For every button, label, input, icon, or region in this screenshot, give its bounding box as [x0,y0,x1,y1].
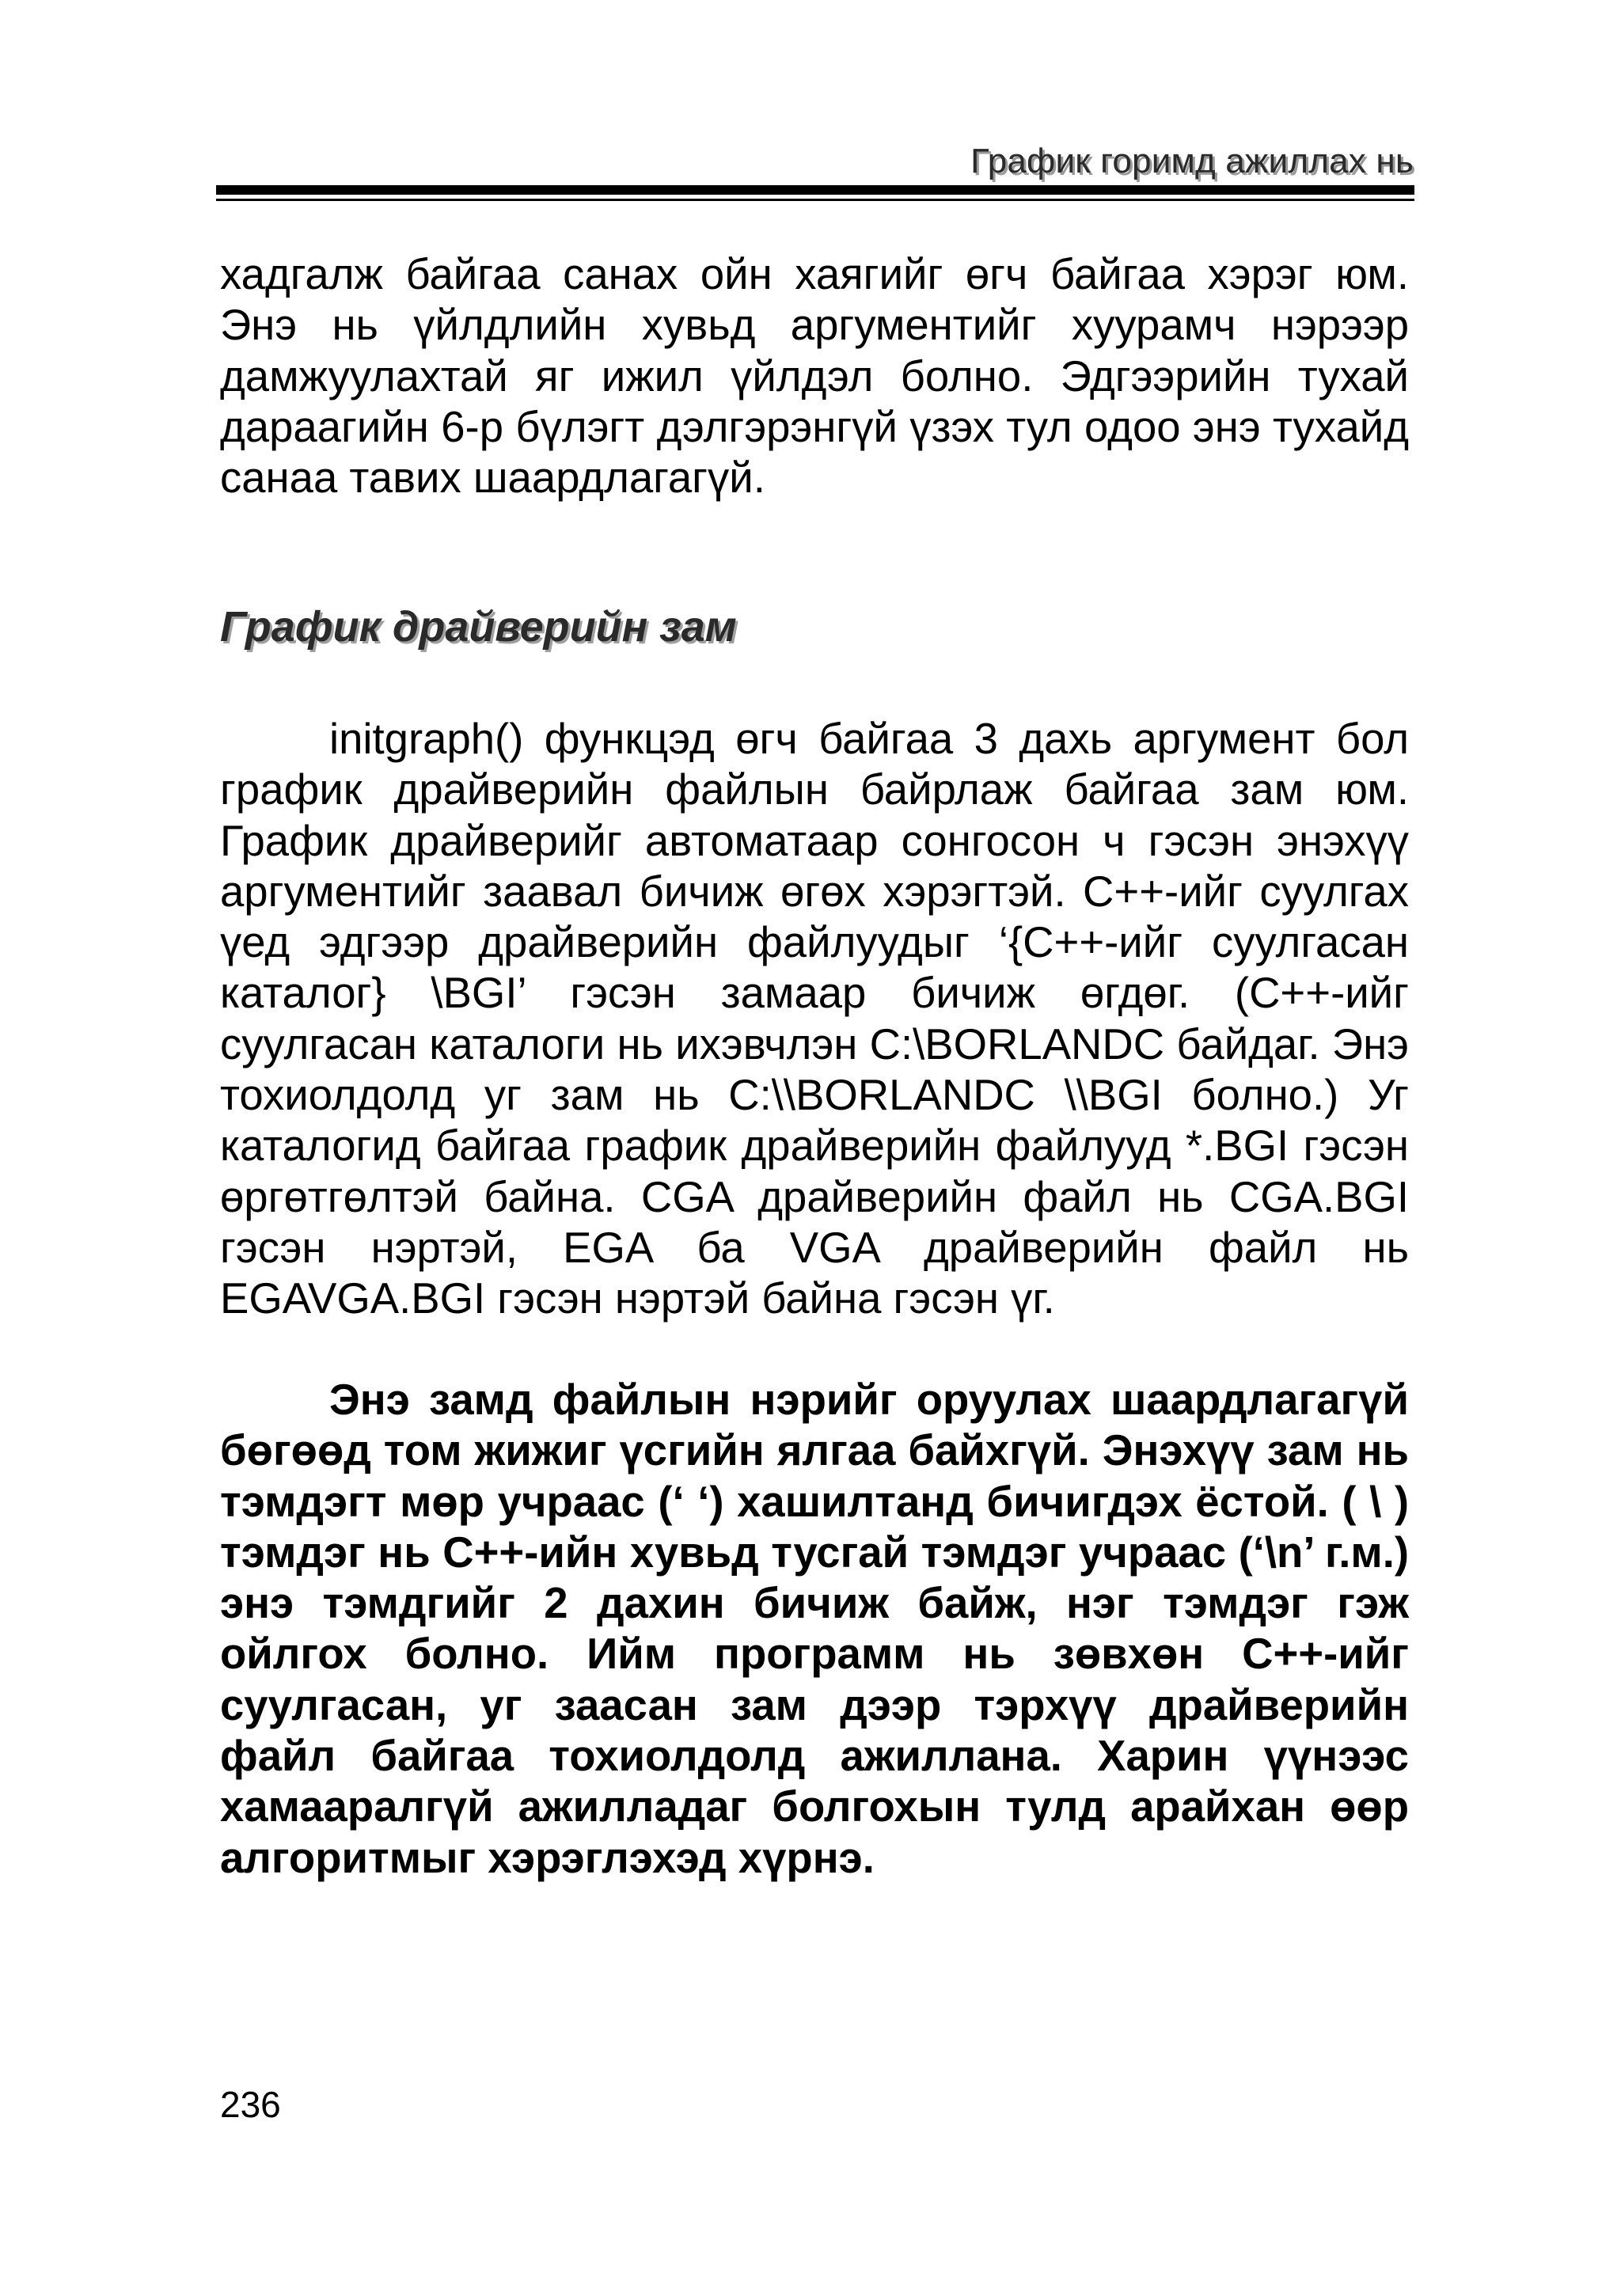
section-heading: График драйверийн зам [220,603,737,651]
header-rule-thick [216,185,1414,195]
paragraph-2: initgraph() функцэд өгч байгаа 3 дахь аргумент бол график драйверийн файлын байрлаж байгаа зам юм. График драйверийг автоматаар сонгосон ч гэсэн энэхүү аргументийг заавал бичиж өгөх хэрэгтэй. C++-ийг суулгах үед эдгээр драйверийн файлуудыг ‘{C++-ийг суулгасан каталог} \BGI’ гэсэн замаар бичиж өгдөг. (C++-ийг суулгасан каталоги нь ихэвчлэн C:\BORLANDC байдаг. Энэ тохиолдолд уг зам нь C:\\BORLANDC \\BGI болно.) Уг каталогид байгаа график драйверийн файлууд *.BGI гэсэн өргөтгөлтэй байна. CGA драйверийн файл нь CGA.BGI гэсэн нэртэй, EGA ба VGA драйверийн файл нь EGAVGA.BGI гэсэн нэртэй байна гэсэн үг. [220,715,1409,1323]
paragraph-3: Энэ замд файлын нэрийг оруулах шаардлагагүй бөгөөд том жижиг үсгийн ялгаа байхгүй. Энэхүү зам нь тэмдэгт мөр учраас (‘ ‘) хашилтанд бичигдэх ёстой. ( \ ) тэмдэг нь C++-ийн хувьд тусгай тэмдэг учраас (‘\n’ г.м.) энэ тэмдгийг 2 дахин бичиж байж, нэг тэмдэг гэж ойлгох болно. Ийм программ нь зөвхөн C++-ийг суулгасан, уг заасан зам дээр тэрхүү драйверийн файл байгаа тохиолдолд ажиллана. Харин үүнээс хамааралгүй ажилладаг болгохын тулд арайхан өөр алгоритмыг хэрэглэхэд хүрнэ. [220,1376,1409,1882]
page-number: 236 [220,2084,281,2125]
header-rule-thin [216,199,1414,201]
paragraph-1: хадгалж байгаа санах ойн хаягийг өгч байгаа хэрэг юм. Энэ нь үйлдлийн хувьд аргументийг хуурамч нэрээр дамжуулахтай яг ижил үйлдэл болно. Эдгээрийн тухай дараагийн 6-р бүлэгт дэлгэрэнгүй үзэх тул одоо энэ тухайд санаа тавих шаардлагагүй. [220,250,1409,503]
running-header-title: График горимд ажиллах нь [970,142,1414,180]
